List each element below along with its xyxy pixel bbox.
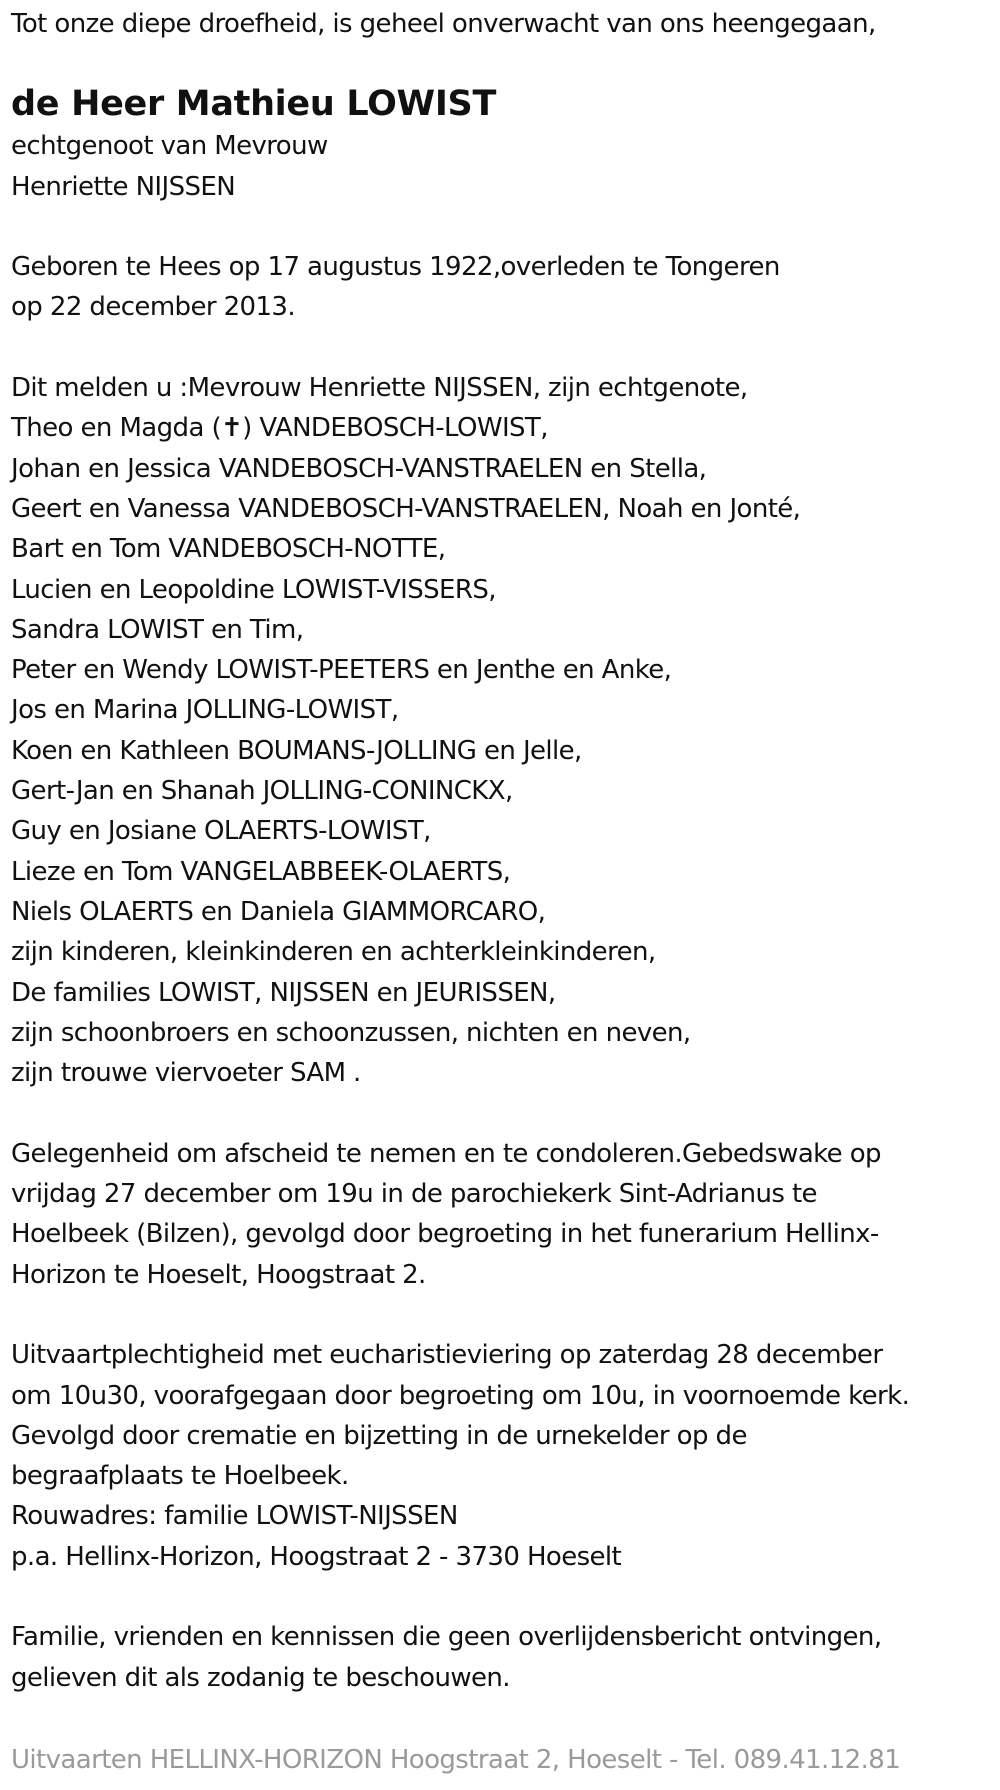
deceased-name: de Heer Mathieu LOWIST [11,84,497,125]
wake-line: Horizon te Hoeselt, Hoogstraat 2. [11,1259,426,1290]
spouse-block [11,126,996,207]
spouse-line: echtgenoot van Mevrouw [11,131,328,162]
family-list [11,368,996,1093]
family-line: Dit melden u :Mevrouw Henriette NIJSSEN, zijn echtgenote, [11,373,748,404]
family-line: Niels OLAERTS en Daniela GIAMMORCARO, [11,896,546,927]
wake-block [11,1134,996,1295]
funeral-line: Rouwadres: familie LOWIST-NIJSSEN [11,1501,458,1532]
funeral-line: om 10u30, voorafgegaan door begroeting om 10u, in voornoemde kerk. [11,1380,910,1411]
family-line: Johan en Jessica VANDEBOSCH-VANSTRAELEN en Stella, [11,453,707,484]
wake-line: vrijdag 27 december om 19u in de parochiekerk Sint-Adrianus te [11,1179,817,1210]
funeral-home-footer: Uitvaarten HELLINX-HORIZON Hoogstraat 2, Hoeselt - Tel. 089.41.12.81 [11,1745,901,1775]
obituary-notice [11,4,996,1698]
funeral-block [11,1335,996,1577]
birth-death-line: Geboren te Hees op 17 augustus 1922,overleden te Tongeren [11,252,780,283]
closing-block [11,1617,996,1698]
family-line: Peter en Wendy LOWIST-PEETERS en Jenthe en Anke, [11,655,672,686]
birth-death-line: op 22 december 2013. [11,292,296,323]
family-line: Lieze en Tom VANGELABBEEK-OLAERTS, [11,856,511,887]
funeral-line: Gevolgd door crematie en bijzetting in de urnekelder op de [11,1420,747,1451]
family-line: Sandra LOWIST en Tim, [11,614,304,645]
family-line: zijn kinderen, kleinkinderen en achterkleinkinderen, [11,937,656,968]
funeral-line: p.a. Hellinx-Horizon, Hoogstraat 2 - 3730 Hoeselt [11,1541,622,1572]
family-line: zijn schoonbroers en schoonzussen, nichten en neven, [11,1017,691,1048]
family-line: zijn trouwe viervoeter SAM . [11,1058,361,1089]
wake-line: Gelegenheid om afscheid te nemen en te condoleren.Gebedswake op [11,1138,881,1169]
family-line: Theo en Magda (✝) VANDEBOSCH-LOWIST, [11,413,548,444]
spouse-line: Henriette NIJSSEN [11,171,236,202]
family-line: Koen en Kathleen BOUMANS-JOLLING en Jelle, [11,735,582,766]
funeral-line: begraafplaats te Hoelbeek. [11,1461,349,1492]
family-line: Gert-Jan en Shanah JOLLING-CONINCKX, [11,776,513,807]
closing-line: Familie, vrienden en kennissen die geen overlijdensbericht ontvingen, [11,1622,882,1653]
family-line: Bart en Tom VANDEBOSCH-NOTTE, [11,534,446,565]
family-line: Guy en Josiane OLAERTS-LOWIST, [11,816,431,847]
family-line: Jos en Marina JOLLING-LOWIST, [11,695,399,726]
closing-line: gelieven dit als zodanig te beschouwen. [11,1662,510,1693]
family-line: Geert en Vanessa VANDEBOSCH-VANSTRAELEN, Noah en Jonté, [11,493,801,524]
wake-line: Hoelbeek (Bilzen), gevolgd door begroeting in het funerarium Hellinx- [11,1219,879,1250]
funeral-line: Uitvaartplechtigheid met eucharistieviering op zaterdag 28 december [11,1340,883,1371]
family-line: De families LOWIST, NIJSSEN en JEURISSEN, [11,977,556,1008]
birth-death-block [11,247,996,328]
family-line: Lucien en Leopoldine LOWIST-VISSERS, [11,574,496,605]
intro-text: Tot onze diepe droefheid, is geheel onverwacht van ons heengegaan, [11,9,876,39]
